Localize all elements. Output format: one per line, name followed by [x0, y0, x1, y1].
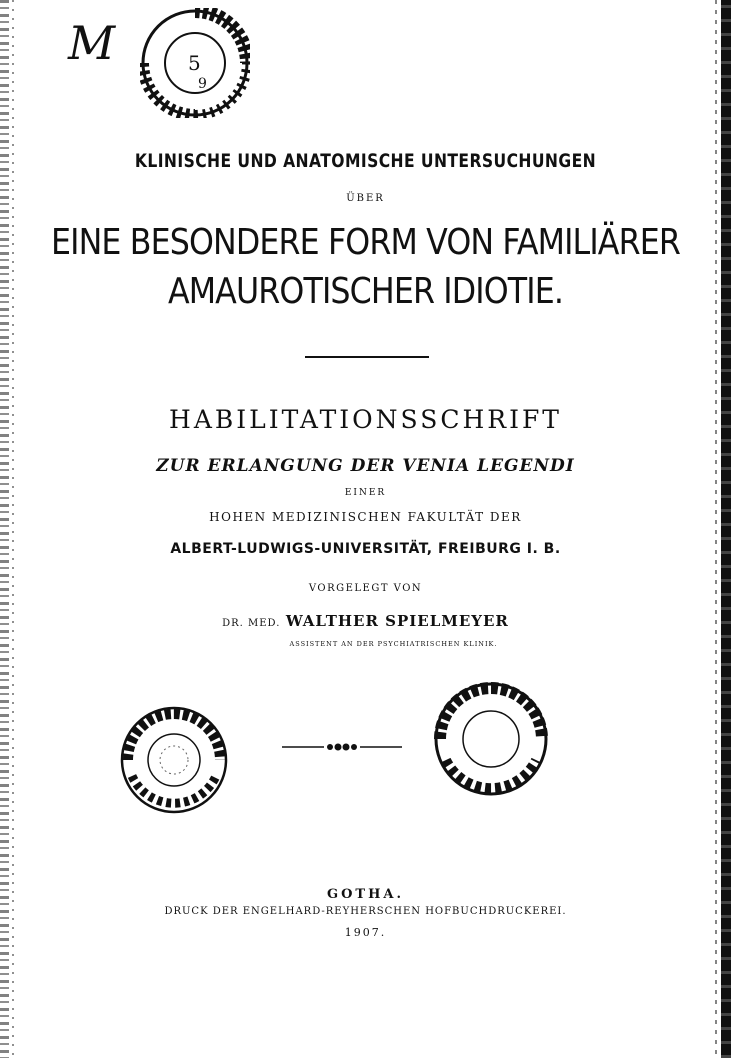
svg-text:9: 9: [198, 76, 207, 92]
library-stamp-right: [432, 680, 550, 798]
svg-text:5: 5: [188, 51, 201, 75]
author-name: WALTHER SPIELMEYER: [285, 612, 509, 630]
divider-ornament: [282, 740, 402, 754]
imprint-place: GOTHA.: [327, 887, 404, 902]
shelf-mark: M: [68, 16, 116, 70]
title-line-1: EINE BESONDERE FORM VON FAMILIÄRER: [50, 222, 680, 263]
subtitle-line-2: ÜBER: [346, 193, 385, 204]
library-stamp-top: [140, 8, 250, 118]
imprint-printer: DRUCK DER ENGELHARD-REYHERSCHEN HOFBUCHDRUCKEREI.: [164, 906, 567, 917]
divider-rule: [305, 356, 429, 358]
library-stamp-left: [118, 704, 230, 816]
title-line-2: AMAUROTISCHER IDIOTIE.: [167, 271, 564, 312]
thesis-purpose: ZUR ERLANGUNG DER VENIA LEGENDI: [156, 456, 575, 476]
author-line: [0, 612, 731, 630]
author-prefix: DR. MED.: [222, 618, 281, 629]
subtitle-line-1: KLINISCHE UND ANATOMISCHE UNTERSUCHUNGEN: [134, 150, 597, 172]
faculty-line: HOHEN MEDIZINISCHEN FAKULTÄT DER: [209, 510, 522, 524]
author-role: ASSISTENT AN DER PSYCHIATRISCHEN KLINIK.: [289, 640, 498, 648]
thesis-einer: EINER: [344, 488, 387, 498]
university-line: ALBERT-LUDWIGS-UNIVERSITÄT, FREIBURG I. B.: [170, 541, 561, 557]
submitted-by: VORGELEGT VON: [308, 583, 423, 594]
thesis-type: HABILITATIONSSCHRIFT: [169, 405, 562, 434]
imprint-year: 1907.: [344, 926, 387, 939]
